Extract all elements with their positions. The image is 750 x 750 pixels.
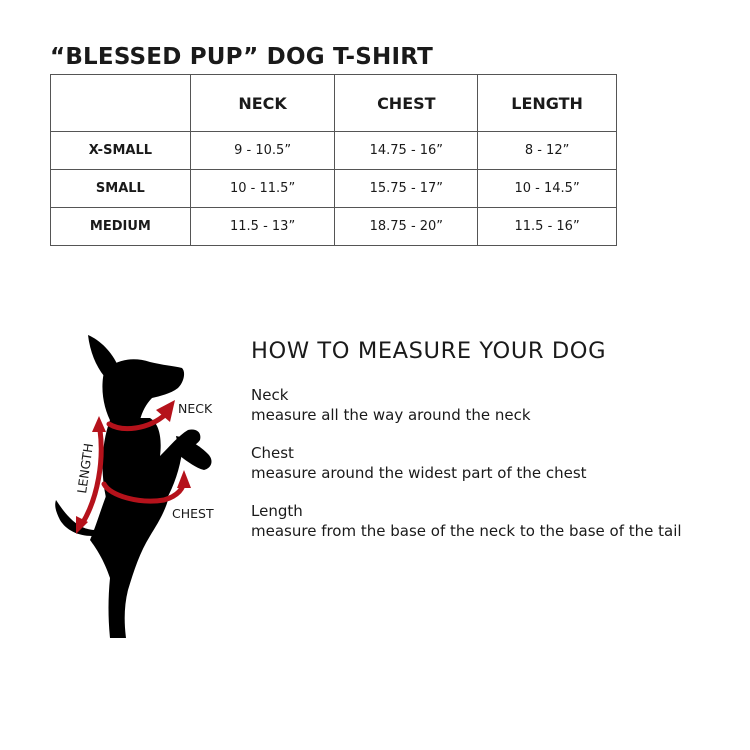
neck-cell: 11.5 - 13” — [190, 208, 335, 246]
measure-item-length — [251, 502, 741, 541]
measure-item-chest — [251, 444, 741, 483]
figure-label-length: LENGTH — [74, 442, 96, 495]
header-cell-neck: NECK — [190, 75, 335, 132]
chest-cell: 15.75 - 17” — [335, 170, 478, 208]
table-row — [51, 170, 617, 208]
length-cell: 11.5 - 16” — [478, 208, 617, 246]
measure-instructions — [251, 338, 741, 560]
measure-item-title: Length — [251, 502, 303, 520]
measure-item-desc: measure from the base of the neck to the base of the tail — [251, 522, 682, 540]
table-row — [51, 132, 617, 170]
chest-arrowhead-icon — [177, 470, 191, 488]
measure-item-title: Chest — [251, 444, 294, 462]
measure-item-title: Neck — [251, 386, 289, 404]
header-cell-empty — [51, 75, 191, 132]
figure-label-chest: CHEST — [172, 506, 214, 521]
size-chart-table — [50, 74, 617, 246]
length-cell: 10 - 14.5” — [478, 170, 617, 208]
page-title: “BLESSED PUP” DOG T-SHIRT — [50, 44, 433, 70]
size-cell: X-SMALL — [51, 132, 191, 170]
measure-heading: HOW TO MEASURE YOUR DOG — [251, 338, 607, 364]
header-cell-length: LENGTH — [478, 75, 617, 132]
size-cell: MEDIUM — [51, 208, 191, 246]
figure-label-neck: NECK — [178, 401, 213, 416]
length-cell: 8 - 12” — [478, 132, 617, 170]
length-arrowhead-top-icon — [92, 416, 106, 432]
measure-item-desc: measure all the way around the neck — [251, 406, 531, 424]
measure-item-neck — [251, 386, 741, 425]
chest-cell: 14.75 - 16” — [335, 132, 478, 170]
neck-cell: 9 - 10.5” — [190, 132, 335, 170]
dog-measurement-figure — [45, 325, 245, 645]
header-cell-chest: CHEST — [335, 75, 478, 132]
table-header-row — [51, 75, 617, 132]
measure-item-desc: measure around the widest part of the chest — [251, 464, 587, 482]
size-cell: SMALL — [51, 170, 191, 208]
chest-cell: 18.75 - 20” — [335, 208, 478, 246]
neck-cell: 10 - 11.5” — [190, 170, 335, 208]
table-row — [51, 208, 617, 246]
